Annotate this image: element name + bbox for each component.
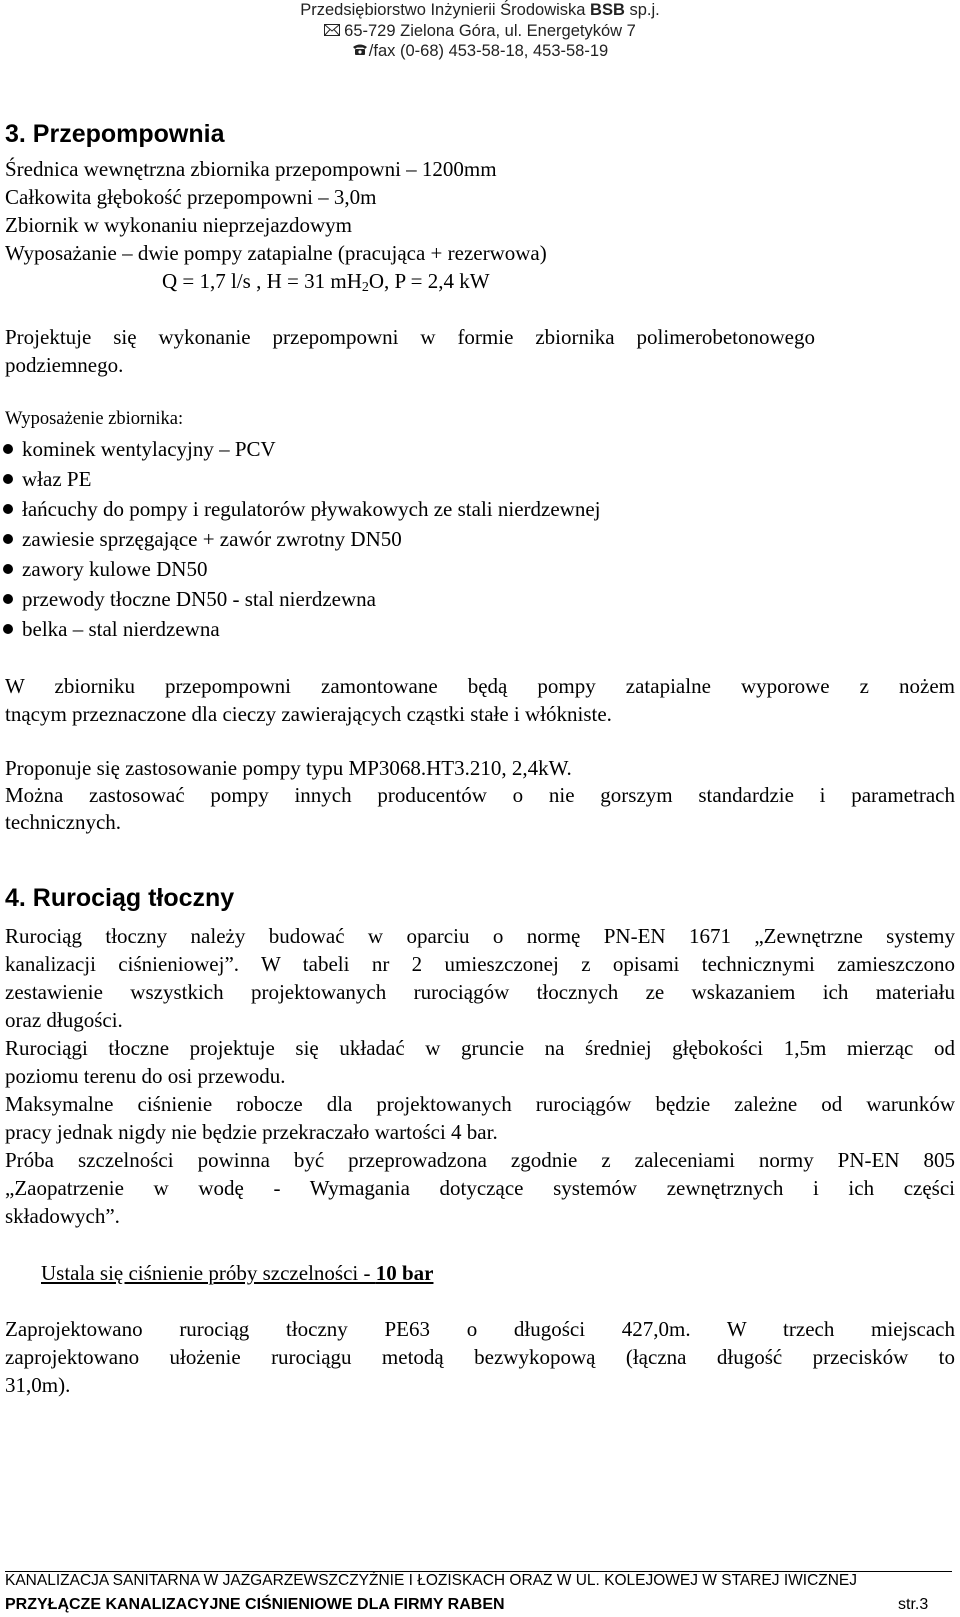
test-pressure-value: 10 bar [375,1261,434,1285]
test-pressure-statement [41,1259,433,1287]
phone-icon [352,41,368,61]
equipment-item: łańcuchy do pompy i regulatorów pływakowych ze stali nierdzewnej [22,497,601,521]
paragraph-line: Rurociągi tłoczne projektuje się układać w gruncie na średniej głębokości 1,5m mierząc od [5,1036,955,1060]
bullet-icon [3,594,13,604]
paragraph-line: Zaprojektowano rurociąg tłoczny PE63 o długości 427,0m. W trzech miejscach [5,1317,955,1341]
equipment-item: belka – stal nierdzewna [22,617,220,641]
paragraph-line: Projektuje się wykonanie przepompowni w formie zbiornika polimerobetonowego [5,325,815,349]
pump-proposal: Proponuje się zastosowanie pompy typu MP3068.HT3.210, 2,4kW. [5,756,572,780]
paragraph-line: składowych”. [5,1204,120,1228]
equipment-item: kominek wentylacyjny – PCV [22,437,276,461]
equipment-item: zawory kulowe DN50 [22,557,208,581]
equipment-label: Wyposażenie zbiornika: [5,409,184,429]
footer-subtitle: PRZYŁĄCZE KANALIZACYJNE CIŚNIENIOWE DLA FIRMY RABEN [5,1596,505,1613]
formula-part: Q = 1,7 l/s , H = 31 mH [162,269,362,293]
paragraph-line: zaprojektowano ułożenie rurociągu metodą bezwykopową (łączna długość przecisków to [5,1345,955,1369]
paragraph-line: zestawienie wszystkich projektowanych rurociągów tłocznych ze wskazaniem ich materiału [5,980,955,1004]
pump-station-spec-line: Wyposażanie – dwie pompy zatapialne (pracująca + rezerwowa) [5,241,547,265]
company-name-suffix: sp.j. [624,1,660,19]
paragraph-line: Rurociąg tłoczny należy budować w oparciu o normę PN-EN 1671 „Zewnętrzne systemy [5,924,955,948]
footer-project-title: KANALIZACJA SANITARNA W JAZGARZEWSZCZYŹNIE I ŁOZISKACH ORAZ W UL. KOLEJOWEJ W STAREJ IWICZNEJ [5,1572,858,1589]
pump-station-spec-line: Średnica wewnętrzna zbiornika przepompowni – 1200mm [5,157,497,181]
paragraph-line: tnącym przeznaczone dla cieczy zawierających cząstki stałe i włókniste. [5,702,612,726]
company-name-prefix: Przedsiębiorstwo Inżynierii Środowiska [300,1,591,19]
equipment-item: zawiesie sprzęgające + zawór zwrotny DN50 [22,527,402,551]
paragraph-line: oraz długości. [5,1008,123,1032]
paragraph-line: technicznych. [5,810,122,834]
company-phone [0,41,960,61]
paragraph-line: Próba szczelności powinna być przeprowadzona zgodnie z zaleceniami normy PN-EN 805 [5,1148,955,1172]
paragraph-line: Można zastosować pompy innych producentów o nie gorszym standardzie i parametrach [5,783,955,807]
section-4-heading: 4. Rurociąg tłoczny [5,884,235,912]
equipment-item: przewody tłoczne DN50 - stal nierdzewna [22,587,376,611]
bullet-icon [3,564,13,574]
paragraph-line: pracy jednak nigdy nie będzie przekraczało wartości 4 bar. [5,1120,498,1144]
company-address [0,21,960,41]
bullet-icon [3,444,13,454]
mail-icon [324,21,340,41]
bullet-icon [3,504,13,514]
address-text: 65-729 Zielona Góra, ul. Energetyków 7 [344,22,636,40]
formula-subscript: 2 [361,280,369,295]
pump-parameters-formula [162,267,490,302]
paragraph-line: kanalizacji ciśnieniowej”. W tabeli nr 2 umieszczonej z opisami technicznymi zamieszczono [5,952,955,976]
company-name-bold: BSB [590,1,625,19]
equipment-item: właz PE [22,467,92,491]
page-number: str.3 [898,1596,929,1613]
company-name [0,0,960,20]
paragraph-line: Maksymalne ciśnienie robocze dla projektowanych rurociągów będzie zależne od warunków [5,1092,955,1116]
paragraph-line: W zbiorniku przepompowni zamontowane będą pompy zatapialne wyporowe z nożem [5,674,955,698]
pump-station-spec-line: Całkowita głębokość przepompowni – 3,0m [5,185,377,209]
formula-part: O, P = 2,4 kW [368,269,490,293]
paragraph-line: 31,0m). [5,1373,71,1397]
paragraph-line: poziomu terenu do osi przewodu. [5,1064,286,1088]
phone-fax-text: /fax (0-68) 453-58-18, 453-58-19 [368,42,609,60]
test-pressure-label: Ustala się ciśnienie próby szczelności - [41,1261,376,1285]
bullet-icon [3,534,13,544]
bullet-icon [3,624,13,634]
paragraph-line: podziemnego. [5,353,124,377]
bullet-icon [3,474,13,484]
paragraph-line: „Zaopatrzenie w wodę - Wymagania dotyczące systemów zewnętrznych i ich części [5,1176,955,1200]
pump-station-spec-line: Zbiornik w wykonaniu nieprzejazdowym [5,213,352,237]
section-3-heading: 3. Przepompownia [5,120,225,148]
